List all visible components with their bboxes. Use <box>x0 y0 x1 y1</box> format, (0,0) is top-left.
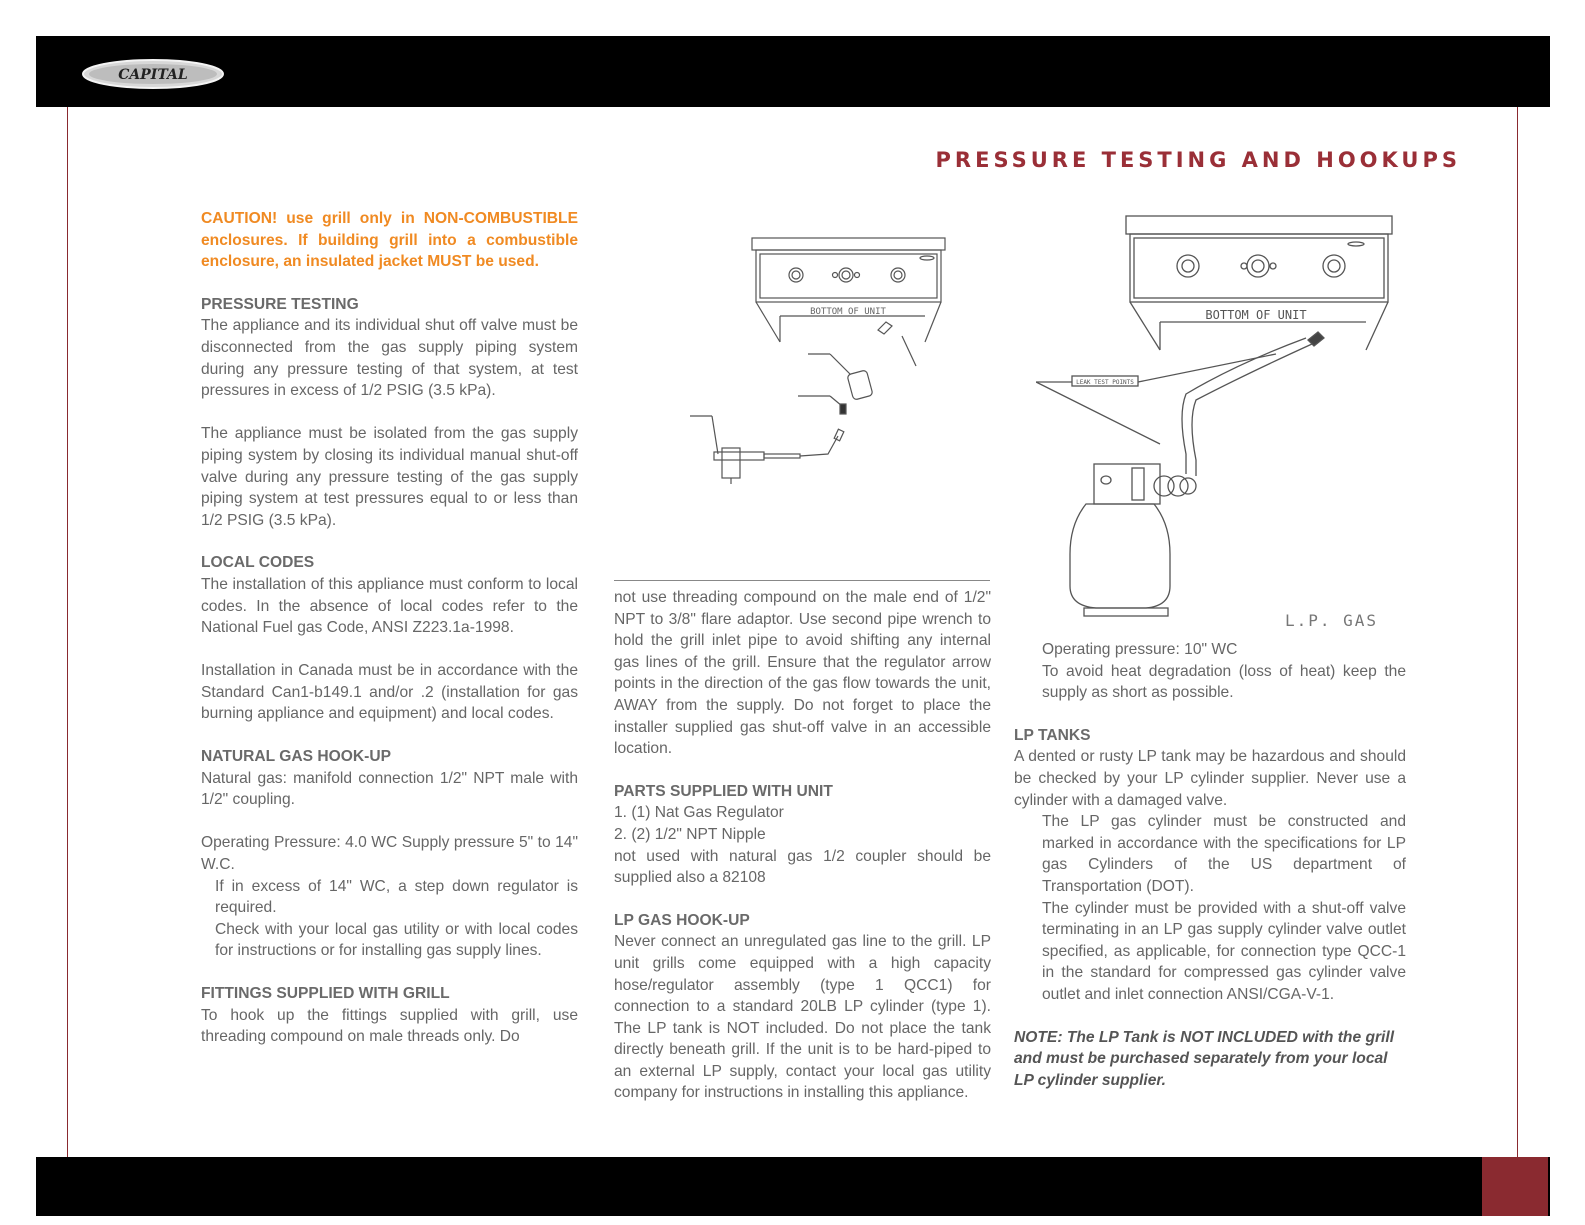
lp-gas-heading: LP GAS HOOK-UP <box>614 911 750 929</box>
column-separator <box>614 580 990 581</box>
lp-tank-note: NOTE: The LP Tank is NOT INCLUDED with the grill and must be purchased separately from your local LP cylinder supplier. <box>1014 1028 1395 1089</box>
parts-supplied-heading: PARTS SUPPLIED WITH UNIT <box>614 782 833 800</box>
pressure-testing-paragraph: The appliance must be isolated from the gas supply piping system by closing its individual manual shut-off valve during any pressure testing of the gas supply piping system at test pressures equal to or less than 1/2 PSIG (3.5 kPa). <box>201 425 578 529</box>
leak-test-points-label: LEAK TEST POINTS <box>1076 379 1134 386</box>
lp-gas-paragraph: Never connect an unregulated gas line to the grill. LP unit grills come equipped with a high capacity hose/regulator assembly (type 1 QCC1) for connection to a standard 20LB LP cylinder (type 1). The LP tank is NOT included. Do not place the tank directly beneath grill. If the unit is to be hard-piped to an external LP supply, contact your local gas utility company for instructions in installing this appliance. <box>614 933 991 1102</box>
natural-gas-paragraph: Check with your local gas utility or with local codes for instructions or for installing gas supply lines. <box>215 920 578 960</box>
local-codes-heading: LOCAL CODES <box>201 554 315 572</box>
local-codes-paragraph: The installation of this appliance must conform to local codes. In the absence of local codes refer to the National Fuel gas Code, ANSI Z223.1a-1998. <box>201 575 578 637</box>
bottom-of-unit-label: BOTTOM OF UNIT <box>1205 308 1307 322</box>
capital-logo <box>82 58 224 90</box>
page-title: PRESSURE TESTING AND HOOKUPS <box>935 148 1461 172</box>
fittings-paragraph: To hook up the fittings supplied with grill, use threading compound on male threads only. Do <box>201 1006 578 1046</box>
header-bar <box>36 36 1550 107</box>
column-1 <box>201 208 578 1048</box>
natural-gas-paragraph: Operating Pressure: 4.0 WC Supply pressure 5" to 14" W.C. <box>201 834 578 874</box>
parts-note: not used with natural gas 1/2 coupler should be supplied also a 82108 <box>614 847 991 887</box>
natural-gas-paragraph: Natural gas: manifold connection 1/2" NPT male with 1/2" coupling. <box>201 769 578 809</box>
lp-gas-label: L.P. GAS <box>1285 611 1379 630</box>
right-margin-rule <box>1517 107 1518 1157</box>
parts-list-item: 1. (1) Nat Gas Regulator <box>614 804 784 822</box>
logo-text: CAPITAL <box>118 67 188 83</box>
fittings-heading: FITTINGS SUPPLIED WITH GRILL <box>201 985 450 1002</box>
left-margin-rule <box>67 107 68 1157</box>
lp-gas-hookup-diagram <box>1036 214 1406 634</box>
caution-text: CAUTION! use grill only in NON-COMBUSTIBLE enclosures. If building grill into a combustible enclosure, an insulated jacket MUST be used. <box>201 210 578 271</box>
lp-tanks-paragraph: The LP gas cylinder must be constructed and marked in accordance with the specifications for LP gas Cylinders of the US department of Transportation (DOT). <box>1042 813 1406 895</box>
parts-list-item: 2. (2) 1/2" NPT Nipple <box>614 825 766 843</box>
footer-bar <box>36 1157 1550 1216</box>
bottom-of-unit-label: BOTTOM OF UNIT <box>810 307 886 317</box>
natural-gas-fittings-diagram <box>690 236 960 500</box>
natural-gas-heading: NATURAL GAS HOOK-UP <box>201 748 392 766</box>
lp-tanks-paragraph: The cylinder must be provided with a shut-off valve terminating in an LP gas supply cylinder valve outlet specified, as applicable, for connection type QCC-1 in the standard for compressed gas cylinder valve outlet and inlet connection ANSI/CGA-V-1. <box>1042 899 1406 1003</box>
column-3 <box>1014 639 1406 1091</box>
natural-gas-paragraph: If in excess of 14" WC, a step down regulator is required. <box>215 877 578 917</box>
lp-tanks-heading: LP TANKS <box>1014 726 1091 744</box>
pressure-testing-paragraph: The appliance and its individual shut off valve must be disconnected from the gas supply piping system during any pressure testing of that system, at test pressures in excess of 1/2 PSIG (3.5 kPa). <box>201 317 578 400</box>
footer-accent-tab <box>1482 1157 1548 1216</box>
operating-note-text: To avoid heat degradation (loss of heat) keep the supply as short as possible. <box>1042 662 1406 702</box>
column-2 <box>614 587 991 1104</box>
operating-pressure-text: Operating pressure: 10" WC <box>1042 641 1238 658</box>
local-codes-paragraph: Installation in Canada must be in accordance with the Standard Can1-b149.1 and/or .2 (installation for gas burning appliance and equipment) and local codes. <box>201 662 578 723</box>
pressure-testing-heading: PRESSURE TESTING <box>201 295 359 313</box>
fittings-continued-paragraph: not use threading compound on the male end of 1/2" NPT to 3/8" flare adaptor. Use second pipe wrench to hold the grill inlet pipe to avoid shifting any internal gas lines of the grill. Ensure that the regulator arrow points in the direction of the gas flow towards the unit, AWAY from the supply. Do not forget to place the installer supplied gas shut-off valve in an accessible location. <box>614 589 991 758</box>
lp-tanks-paragraph: A dented or rusty LP tank may be hazardous and should be checked by your LP cylinder supplier. Never use a cylinder with a damaged valve. <box>1014 748 1406 809</box>
